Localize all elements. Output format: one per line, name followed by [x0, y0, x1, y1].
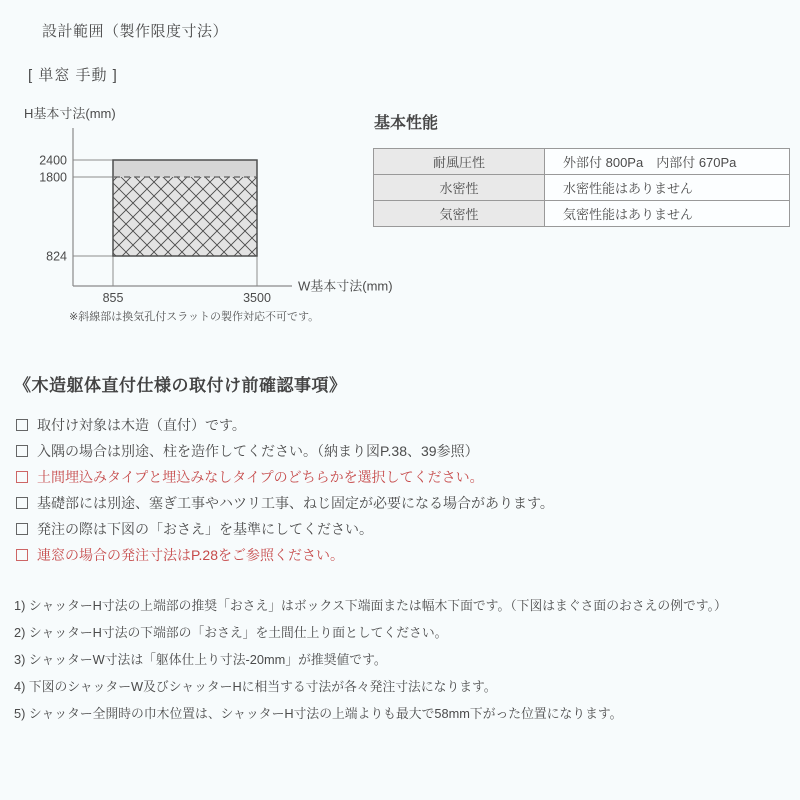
checklist-item	[16, 516, 554, 542]
checklist-item	[16, 438, 554, 464]
checklist-item	[16, 412, 554, 438]
checklist-item-text: 土間埋込みタイプと埋込みなしタイプのどちらかを選択してください。	[37, 469, 484, 485]
performance-row-value: 外部付 800Pa 内部付 670Pa	[545, 149, 790, 175]
performance-row-label: 気密性	[374, 201, 545, 227]
performance-row-label: 水密性	[374, 175, 545, 201]
checkbox-icon	[16, 523, 28, 535]
checklist-item	[16, 542, 554, 568]
checklist-heading: 《木造躯体直付仕様の取付け前確認事項》	[14, 376, 347, 395]
y-tick-1800: 1800	[39, 170, 67, 185]
x-axis-label: W基本寸法(mm)	[298, 278, 393, 294]
performance-row-label: 耐風圧性	[374, 149, 545, 175]
checklist-item	[16, 464, 554, 490]
checkbox-icon	[16, 549, 28, 561]
note-line: 5) シャッター全開時の巾木位置は、シャッターH寸法の上端よりも最大で58mm下がった位置になります。	[14, 706, 623, 721]
y-axis-label: H基本寸法(mm)	[24, 106, 116, 121]
checklist-item-text: 入隅の場合は別途、柱を造作してください。（納まり図P.38、39参照）	[37, 443, 479, 459]
performance-section-title: 基本性能	[374, 115, 439, 132]
page-title: 設計範囲（製作限度寸法）	[42, 23, 229, 40]
performance-row-value: 水密性能はありません	[545, 175, 790, 201]
note-line: 4) 下図のシャッターW及びシャッターHに相当する寸法が各々発注寸法になります。	[14, 679, 497, 694]
product-variant-label: [ 単窓 手動 ]	[28, 67, 118, 84]
note-line: 1) シャッターH寸法の上端部の推奨「おさえ」はボックス下端面または幅木下面です。（下図はまぐさ面のおさえの例です。）	[14, 598, 727, 613]
range-upper-band	[113, 160, 257, 177]
x-tick-855: 855	[102, 291, 124, 305]
checkbox-icon	[16, 445, 28, 457]
ordering-notes	[14, 592, 727, 727]
performance-row-value: 気密性能はありません	[545, 201, 790, 227]
table-row	[374, 175, 790, 201]
checkbox-icon	[16, 419, 28, 431]
checklist-item-text: 発注の際は下図の「おさえ」を基準にしてください。	[37, 521, 373, 537]
note-line: 3) シャッターW寸法は「躯体仕上り寸法-20mm」が推奨値です。	[14, 652, 387, 667]
y-tick-2400: 2400	[39, 153, 67, 168]
checkbox-icon	[16, 471, 28, 483]
checklist-item-text: 連窓の場合の発注寸法はP.28をご参照ください。	[37, 547, 344, 563]
y-tick-824: 824	[46, 249, 67, 264]
performance-table	[373, 148, 790, 227]
checkbox-icon	[16, 497, 28, 509]
checklist	[16, 412, 554, 568]
table-row	[374, 201, 790, 227]
checklist-item	[16, 490, 554, 516]
diagram-footnote: ※斜線部は換気孔付スラットの製作対応不可です。	[69, 311, 320, 323]
x-tick-3500: 3500	[243, 291, 271, 305]
design-range-diagram	[0, 98, 420, 333]
range-hatched-area	[113, 177, 257, 256]
checklist-item-text: 取付け対象は木造（直付）です。	[37, 417, 246, 433]
note-line: 2) シャッターH寸法の下端部の「おさえ」を土間仕上り面としてください。	[14, 625, 448, 640]
table-row	[374, 149, 790, 175]
checklist-item-text: 基礎部には別途、塞ぎ工事やハツリ工事、ねじ固定が必要になる場合があります。	[37, 495, 554, 511]
